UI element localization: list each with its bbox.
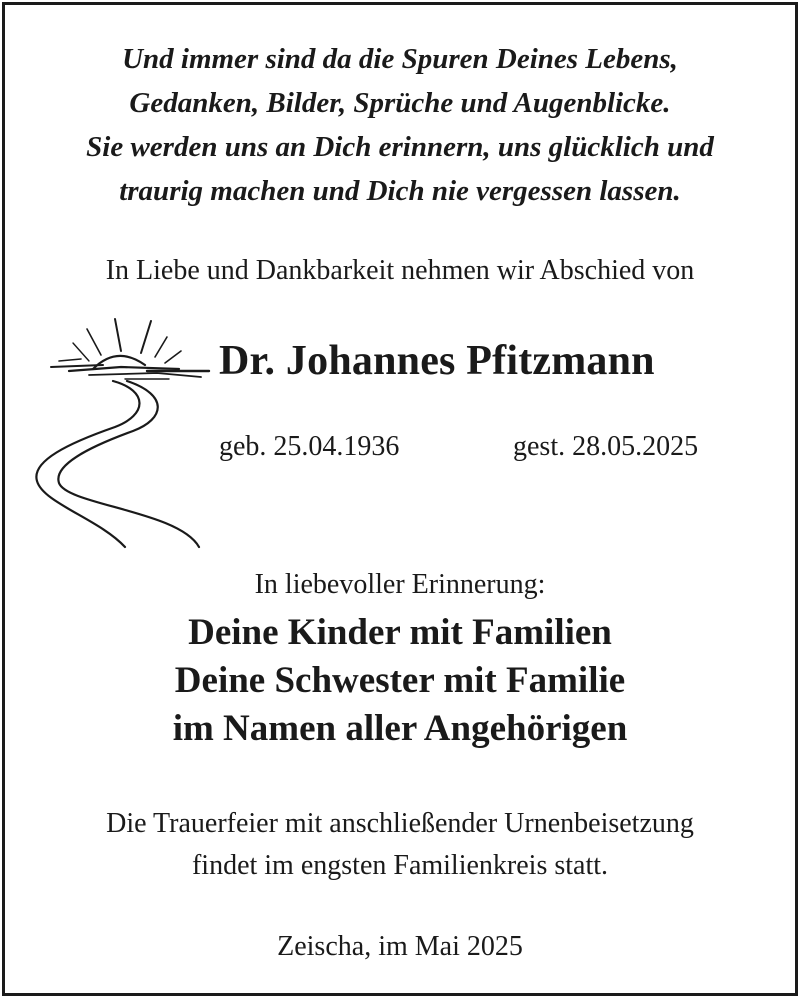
death-date: gest. 28.05.2025: [513, 431, 699, 462]
poem-line: Und immer sind da die Spuren Deines Lebens,: [122, 43, 678, 75]
poem-line: traurig machen und Dich nie vergessen lassen.: [119, 175, 681, 207]
mourner-entry: im Namen aller Angehörigen: [172, 708, 628, 749]
birth-date: geb. 25.04.1936: [219, 431, 400, 462]
memorial-poem: [5, 37, 795, 213]
funeral-notice: [5, 803, 795, 887]
mourner-entry: Deine Kinder mit Familien: [188, 612, 612, 653]
farewell-intro: In Liebe und Dankbarkeit nehmen wir Abschied von: [105, 255, 695, 286]
memory-label: In liebevoller Erinnerung:: [254, 569, 546, 600]
sunset-path-icon: [29, 311, 215, 549]
mourner-entry: Deine Schwester mit Familie: [174, 660, 626, 701]
poem-line: Gedanken, Bilder, Sprüche und Augenblicke.: [129, 87, 671, 119]
mourners-list: [5, 609, 795, 753]
notice-line: findet im engsten Familienkreis statt.: [191, 850, 609, 881]
notice-line: Die Trauerfeier mit anschließender Urnenbeisetzung: [106, 808, 694, 839]
obituary-notice: [2, 2, 798, 996]
deceased-name: Dr. Johannes Pfitzmann: [219, 338, 655, 384]
place-and-date: Zeischa, im Mai 2025: [277, 931, 523, 962]
poem-line: Sie werden uns an Dich erinnern, uns glücklich und: [86, 131, 714, 163]
